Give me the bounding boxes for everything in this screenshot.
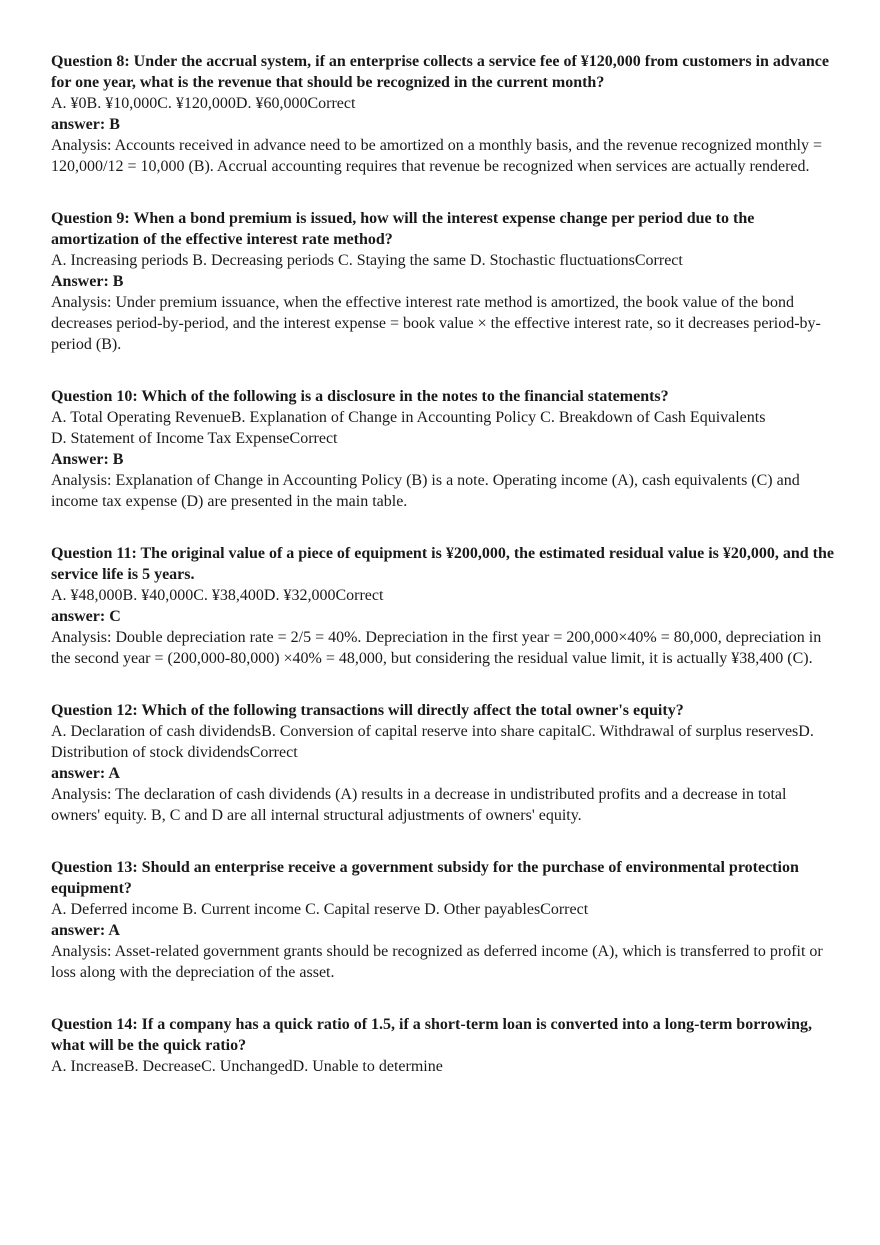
question-options: A. Deferred income B. Current income C. Capital reserve D. Other payablesCorrect (51, 901, 589, 918)
question-analysis: Analysis: Double depreciation rate = 2/5 = 40%. Depreciation in the first year = 200,000×40% = 80,000, depreciation in the second year = (200,000-80,000) ×40% = 48,000, but considering the residual value limit, it is actually ¥38,400 (C). (51, 629, 822, 667)
question-block (51, 1014, 836, 1077)
question-title: Question 8: Under the accrual system, if an enterprise collects a service fee of ¥120,000 from customers in advance for one year, what is the revenue that should be recognized in the current month? (51, 53, 829, 91)
question-options: A. Total Operating RevenueB. Explanation of Change in Accounting Policy C. Breakdown of Cash Equivalents (51, 409, 766, 426)
question-answer: answer: A (51, 922, 120, 939)
question-block (51, 857, 836, 983)
question-block (51, 543, 836, 669)
question-analysis: Analysis: Asset-related government grants should be recognized as deferred income (A), which is transferred to profit or loss along with the depreciation of the asset. (51, 943, 823, 981)
question-options: A. Declaration of cash dividendsB. Conversion of capital reserve into share capitalC. Withdrawal of surplus reservesD. Distribution of stock dividendsCorrect (51, 723, 814, 761)
question-answer: answer: C (51, 608, 121, 625)
question-answer: Answer: B (51, 273, 124, 290)
question-options: A. IncreaseB. DecreaseC. UnchangedD. Unable to determine (51, 1058, 443, 1075)
question-title: Question 10: Which of the following is a disclosure in the notes to the financial statements? (51, 388, 669, 405)
question-analysis: Analysis: The declaration of cash dividends (A) results in a decrease in undistributed profits and a decrease in total owners' equity. B, C and D are all internal structural adjustments of owners' equity. (51, 786, 787, 824)
question-answer: answer: B (51, 116, 120, 133)
question-title: Question 14: If a company has a quick ratio of 1.5, if a short-term loan is converted into a long-term borrowing, what will be the quick ratio? (51, 1016, 812, 1054)
question-answer: answer: A (51, 765, 120, 782)
question-analysis: Analysis: Explanation of Change in Accounting Policy (B) is a note. Operating income (A), cash equivalents (C) and income tax expense (D) are presented in the main table. (51, 472, 800, 510)
question-analysis: Analysis: Accounts received in advance need to be amortized on a monthly basis, and the revenue recognized monthly = 120,000/12 = 10,000 (B). Accrual accounting requires that revenue be recognized when services are actually rendered. (51, 137, 822, 175)
question-title: Question 13: Should an enterprise receive a government subsidy for the purchase of environmental protection equipment? (51, 859, 799, 897)
question-title: Question 11: The original value of a piece of equipment is ¥200,000, the estimated residual value is ¥20,000, and the service life is 5 years. (51, 545, 834, 583)
question-block (51, 386, 836, 512)
question-block (51, 51, 836, 177)
question-options: D. Statement of Income Tax ExpenseCorrect (51, 430, 338, 447)
question-block (51, 700, 836, 826)
question-title: Question 9: When a bond premium is issued, how will the interest expense change per period due to the amortization of the effective interest rate method? (51, 210, 755, 248)
question-options: A. ¥0B. ¥10,000C. ¥120,000D. ¥60,000Correct (51, 95, 356, 112)
question-analysis: Analysis: Under premium issuance, when the effective interest rate method is amortized, the book value of the bond decreases period-by-period, and the interest expense = book value × the effective interest rate, so it decreases period-by-period (B). (51, 294, 821, 353)
question-options: A. Increasing periods B. Decreasing periods C. Staying the same D. Stochastic fluctuationsCorrect (51, 252, 683, 269)
question-answer: Answer: B (51, 451, 124, 468)
question-title: Question 12: Which of the following transactions will directly affect the total owner's equity? (51, 702, 684, 719)
document-page (51, 51, 836, 1108)
question-options: A. ¥48,000B. ¥40,000C. ¥38,400D. ¥32,000Correct (51, 587, 384, 604)
question-block (51, 208, 836, 355)
